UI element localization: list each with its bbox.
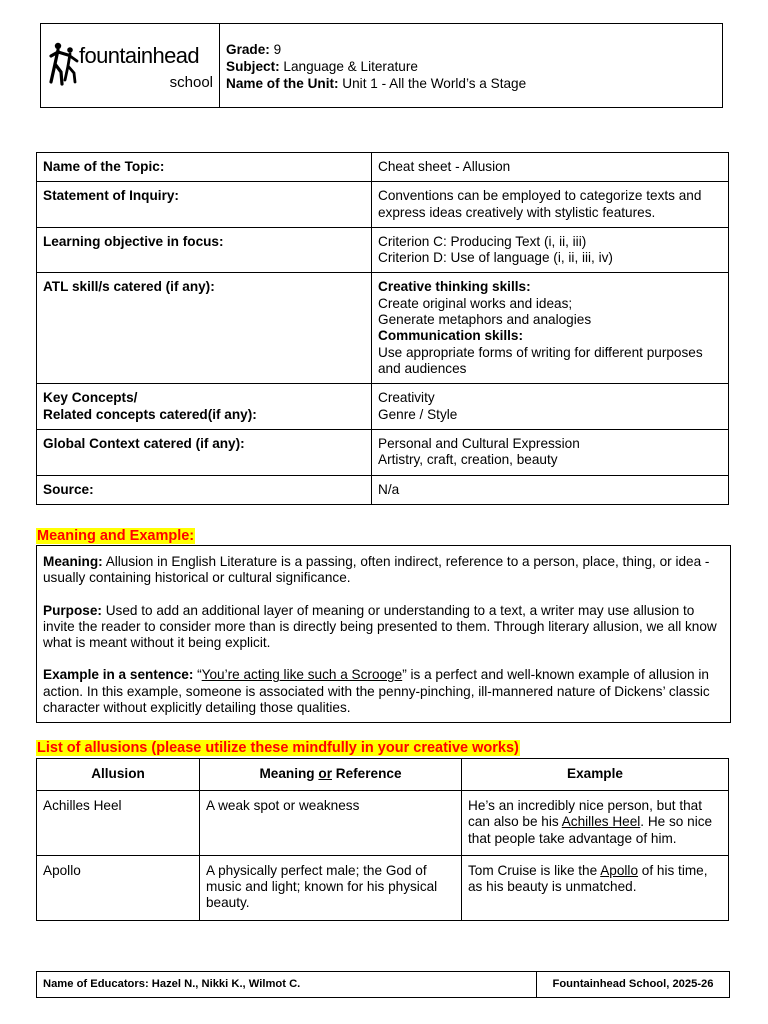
school-year: Fountainhead School, 2025-26 xyxy=(537,972,730,998)
table-row xyxy=(37,855,729,920)
table-row xyxy=(37,430,729,476)
table-row xyxy=(37,153,729,182)
table-header-row xyxy=(37,759,729,791)
global-line: Artistry, craft, creation, beauty xyxy=(378,452,558,468)
global-line: Personal and Cultural Expression xyxy=(378,436,580,452)
concepts-value xyxy=(372,384,729,430)
example-open-quote: “ xyxy=(193,667,202,683)
column-header-example: Example xyxy=(462,759,729,791)
atl-label: ATL skill/s catered (if any): xyxy=(37,273,372,384)
example-text: of his time, as his beauty is unmatched. xyxy=(468,862,708,895)
objective-label: Learning objective in focus: xyxy=(37,227,372,273)
topic-value: Cheat sheet - Allusion xyxy=(372,153,729,182)
example-cell xyxy=(462,791,729,856)
inquiry-value: Conventions can be employed to categorize texts and express ideas creatively with stylistic features. xyxy=(372,182,729,228)
meaning-cell: A weak spot or weakness xyxy=(200,791,462,856)
column-header-text: Meaning xyxy=(259,766,319,781)
atl-heading: Communication skills: xyxy=(378,328,524,344)
objective-value xyxy=(372,227,729,273)
column-header-text: Reference xyxy=(332,766,402,781)
subject-line xyxy=(226,58,526,75)
example-allusion-term: Achilles Heel xyxy=(561,814,641,830)
educators-names: Name of Educators: Hazel N., Nikki K., Wilmot C. xyxy=(37,972,537,998)
logo-subtext: school xyxy=(169,74,213,91)
global-value xyxy=(372,430,729,476)
footer-row xyxy=(37,972,730,998)
concepts-label-line: Related concepts catered(if any): xyxy=(43,406,257,422)
objective-line: Criterion C: Producing Text (i, ii, iii) xyxy=(378,233,587,249)
footer xyxy=(36,971,730,998)
purpose-paragraph xyxy=(43,603,724,652)
global-label: Global Context catered (if any): xyxy=(37,430,372,476)
example-text: Tom Cruise is like the xyxy=(468,862,601,878)
allusions-table xyxy=(36,758,729,921)
topic-info-table xyxy=(36,152,729,505)
header-info xyxy=(220,24,526,107)
logo-wordmark: fountainhead xyxy=(79,43,200,68)
allusions-heading-wrap xyxy=(36,740,520,757)
unit-value: Unit 1 - All the World’s a Stage xyxy=(338,76,527,91)
meaning-heading-wrap xyxy=(36,528,195,545)
source-label: Source: xyxy=(37,475,372,504)
example-quote: You’re acting like such a Scrooge xyxy=(201,667,403,683)
example-text: He’s an incredibly nice person, but that can also be his xyxy=(468,798,703,830)
inquiry-label: Statement of Inquiry: xyxy=(37,182,372,228)
running-figures-logo-icon xyxy=(49,42,81,86)
grade-line xyxy=(226,41,526,58)
header-box xyxy=(40,23,723,108)
unit-label: Name of the Unit: xyxy=(226,76,339,91)
allusion-cell: Apollo xyxy=(37,855,200,920)
source-value: N/a xyxy=(372,475,729,504)
example-allusion-term: Apollo xyxy=(600,862,639,878)
meaning-label: Meaning: xyxy=(43,554,103,569)
table-row xyxy=(37,227,729,273)
school-logo xyxy=(41,24,220,107)
meaning-paragraph xyxy=(43,554,724,587)
column-header-or: or xyxy=(318,766,332,781)
atl-heading: Creative thinking skills: xyxy=(378,279,531,295)
table-row xyxy=(37,273,729,384)
table-row xyxy=(37,384,729,430)
table-row xyxy=(37,182,729,228)
atl-value xyxy=(372,273,729,384)
column-header-allusion: Allusion xyxy=(37,759,200,791)
allusions-heading: List of allusions (please utilize these mindfully in your creative works) xyxy=(37,740,519,756)
concepts-line: Creativity xyxy=(378,390,435,406)
example-label: Example in a sentence: xyxy=(43,667,194,683)
subject-value: Language & Literature xyxy=(279,59,418,74)
column-header-meaning xyxy=(200,759,462,791)
allusion-cell: Achilles Heel xyxy=(37,791,200,856)
example-text: . He so nice that people take advantage of him. xyxy=(468,814,713,846)
table-row xyxy=(37,475,729,504)
purpose-text: Used to add an additional layer of meaning or understanding to a text, a writer may use allusion to invite the reader to consider more than is directly being presented to them. Through literary allusion, we all know what is meant without it being explicit. xyxy=(43,602,717,651)
unit-line xyxy=(226,75,526,92)
table-row xyxy=(37,791,729,856)
topic-label: Name of the Topic: xyxy=(37,153,372,182)
example-cell xyxy=(462,855,729,920)
atl-line: Create original works and ideas; xyxy=(378,295,573,311)
meaning-cell: A physically perfect male; the God of music and light; known for his physical beauty. xyxy=(200,855,462,920)
subject-label: Subject: xyxy=(226,59,280,74)
concepts-label-line: Key Concepts/ xyxy=(43,390,138,406)
purpose-label: Purpose: xyxy=(43,602,102,618)
atl-line: Generate metaphors and analogies xyxy=(378,312,592,328)
meaning-heading: Meaning and Example: xyxy=(37,528,195,544)
concepts-line: Genre / Style xyxy=(378,406,458,422)
example-text: ” is a perfect and well-known example of allusion in action. In this example, someone is associated with the penny-pinching, ill-mannered nature of Dickens’ classic character without explicitly detailing those qualities. xyxy=(43,667,710,716)
concepts-label xyxy=(37,384,372,430)
objective-line: Criterion D: Use of language (i, ii, iii, iv) xyxy=(378,250,613,266)
example-paragraph xyxy=(43,667,724,716)
meaning-box xyxy=(36,545,731,723)
atl-line: Use appropriate forms of writing for different purposes and audiences xyxy=(378,344,703,376)
grade-value: 9 xyxy=(269,42,282,57)
meaning-text: Allusion in English Literature is a passing, often indirect, reference to a person, place, thing, or idea - usually containing historical or cultural significance. xyxy=(43,554,710,586)
grade-label: Grade: xyxy=(226,42,270,57)
